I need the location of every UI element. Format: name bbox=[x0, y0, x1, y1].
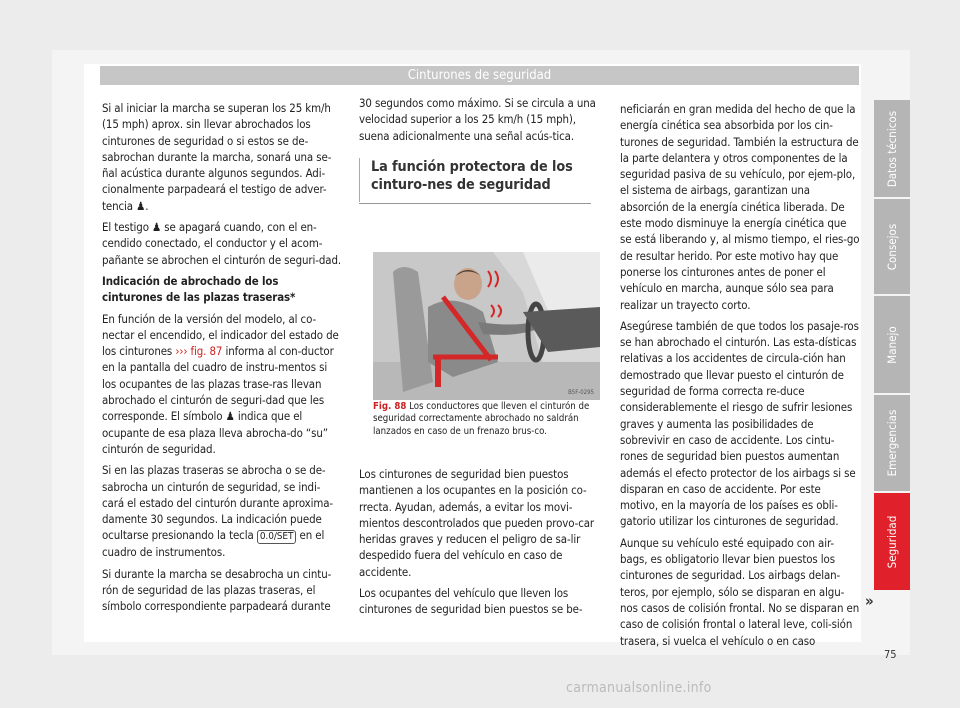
set-key: 0.0/SET bbox=[257, 530, 297, 544]
page-header: Cinturones de seguridad bbox=[100, 66, 859, 85]
tab-manejo[interactable] bbox=[874, 296, 910, 393]
tab-label: Consejos bbox=[885, 223, 899, 270]
paragraph bbox=[102, 219, 342, 268]
text: Si en las plazas traseras se abrocha o se de-sabrocha un cinturón de seguridad, se indi-cará el estado del cinturón durante aproxima-damente 30 segundos. La indicación puede ocultarse presionando la tecla bbox=[102, 463, 334, 543]
continue-marker: » bbox=[865, 592, 874, 610]
tab-datos-tecnicos[interactable] bbox=[874, 100, 910, 197]
column-1 bbox=[102, 100, 342, 620]
column-2-lower bbox=[359, 466, 601, 623]
paragraph bbox=[102, 462, 342, 560]
tab-emergencias[interactable] bbox=[874, 395, 910, 491]
paragraph bbox=[102, 100, 342, 214]
driver-seatbelt-illustration bbox=[373, 252, 600, 400]
paragraph: Si durante la marcha se desabrocha un cintu-rón de seguridad de las plazas traseras, el símbolo correspondiente parpadeará durante bbox=[102, 566, 332, 614]
tab-label: Manejo bbox=[885, 325, 899, 364]
heading-bar bbox=[359, 158, 360, 202]
figure-image bbox=[373, 252, 600, 400]
footer-watermark: carmanualsonline.info bbox=[566, 680, 712, 696]
text: se apagará cuando, con el en-cendido conectado, el conductor y el acom-pañante se abrochen el cinturón de seguri-dad. bbox=[102, 220, 342, 267]
paragraph bbox=[102, 311, 342, 458]
tab-label: Seguridad bbox=[885, 515, 899, 568]
page-number: 75 bbox=[884, 648, 897, 661]
seatbelt-icon: ♟ bbox=[225, 409, 235, 424]
text: en el cuadro de instrumentos. bbox=[102, 528, 325, 560]
column-3 bbox=[620, 101, 860, 654]
figure-code: B5F-0295 bbox=[568, 389, 594, 396]
paragraph: Asegúrese también de que todos los pasaje-ros se han abrochado el cinturón. Las esta-dísticas relativas a los accidentes de circula-ción han demostrado que llevar puesto el cinturón de seguridad de forma correcta re-duce considerablemente el riesgo de sufrir lesiones graves y aumenta las posibilidades de sobrevivir en caso de accidente. Los cintu-rones de seguridad bien puestos aumentan además el efecto protector de los airbags si se disparan en caso de accidente. Por este motivo, en la mayoría de los países es obli-gatorio utilizar los cinturones de seguridad. bbox=[620, 318, 859, 529]
tab-label: Emergencias bbox=[885, 409, 899, 477]
seatbelt-icon: ♟ bbox=[152, 220, 162, 235]
text: . bbox=[145, 198, 149, 213]
text: indica que el ocupante de esa plaza lleva abrocha-do “su” cinturón de seguridad. bbox=[102, 409, 328, 456]
text: El testigo bbox=[102, 220, 149, 235]
seatbelt-icon: ♟ bbox=[136, 198, 146, 213]
text: En función de la versión del modelo, al co-nectar el encendido, el indicador del estado de los cinturones bbox=[102, 311, 339, 359]
section-heading-text: La función protectora de los cinturo-nes de seguridad bbox=[371, 158, 573, 194]
section-heading bbox=[371, 158, 601, 195]
tab-seguridad[interactable] bbox=[874, 493, 910, 590]
figure-number: Fig. 88 bbox=[373, 401, 407, 412]
paragraph: Los cinturones de seguridad bien puestos mantienen a los ocupantes en la posición co-rrecta. Ayudan, además, a evitar los movi-mientos descontrolados que pueden provo-car heridas graves y reducen el peligro de sa-lir despedido fuera del vehículo en caso de accidente. bbox=[359, 467, 595, 579]
tab-label: Datos técnicos bbox=[885, 110, 899, 187]
paragraph: Aunque su vehículo esté equipado con air-bags, es obligatorio llevar bien puestos los cinturones de seguridad. Los airbags delan-teros, por ejemplo, sólo se disparan en algu-nos casos de colisión frontal. No se disparan en caso de colisión frontal o lateral leve, coli-sión trasera, si vuelca el vehículo o en caso bbox=[620, 535, 860, 648]
subheading: Indicación de abrochado de los cinturones de las plazas traseras* bbox=[102, 273, 296, 305]
heading-divider bbox=[359, 203, 591, 204]
figure-caption bbox=[373, 401, 600, 438]
text: informa al con-ductor en la pantalla del cuadro de instru-mentos si los ocupantes de las plazas trase-ras llevan abrochado el cinturón de seguri-dad que les corresponde. El símbolo bbox=[102, 344, 334, 424]
column-2 bbox=[359, 95, 601, 204]
text: Si al iniciar la marcha se superan los 25 km/h (15 mph) aprox. sin llevar abrochados los cinturones de seguridad o si estos se de-sabrochan durante la marcha, sonará una se-ñal acústica durante algunos segundos. Adi-cionalmente parpadeará el testigo de adver-tencia bbox=[102, 101, 332, 213]
caption-text: Los conductores que lleven el cinturón de seguridad correctamente abrochado no saldrán lanzados en caso de un frenazo brus-co. bbox=[373, 401, 590, 437]
tab-consejos[interactable] bbox=[874, 199, 910, 294]
figure-link[interactable]: ››› fig. 87 bbox=[175, 344, 223, 359]
paragraph: Los ocupantes del vehículo que lleven los cinturones de seguridad bien puestos se be- bbox=[359, 586, 583, 617]
paragraph: 30 segundos como máximo. Si se circula a una velocidad superior a los 25 km/h (15 mph), suena adicionalmente una señal acús-tica. bbox=[359, 96, 596, 143]
paragraph: neficiarán en gran medida del hecho de que la energía cinética sea absorbida por los cin-turones de seguridad. También la estructura de la parte delantera y otros componentes de la seguridad pasiva de su vehículo, por ejem-plo, el sistema de airbags, garantizan una absorción de la energía cinética liberada. De este modo disminuye la energía cinética que se está liberando y, al mismo tiempo, el ries-go de resultar herido. Por este motivo hay que ponerse los cinturones antes de poner el vehículo en marcha, aunque sólo sea para realizar un trayecto corto. bbox=[620, 102, 860, 312]
